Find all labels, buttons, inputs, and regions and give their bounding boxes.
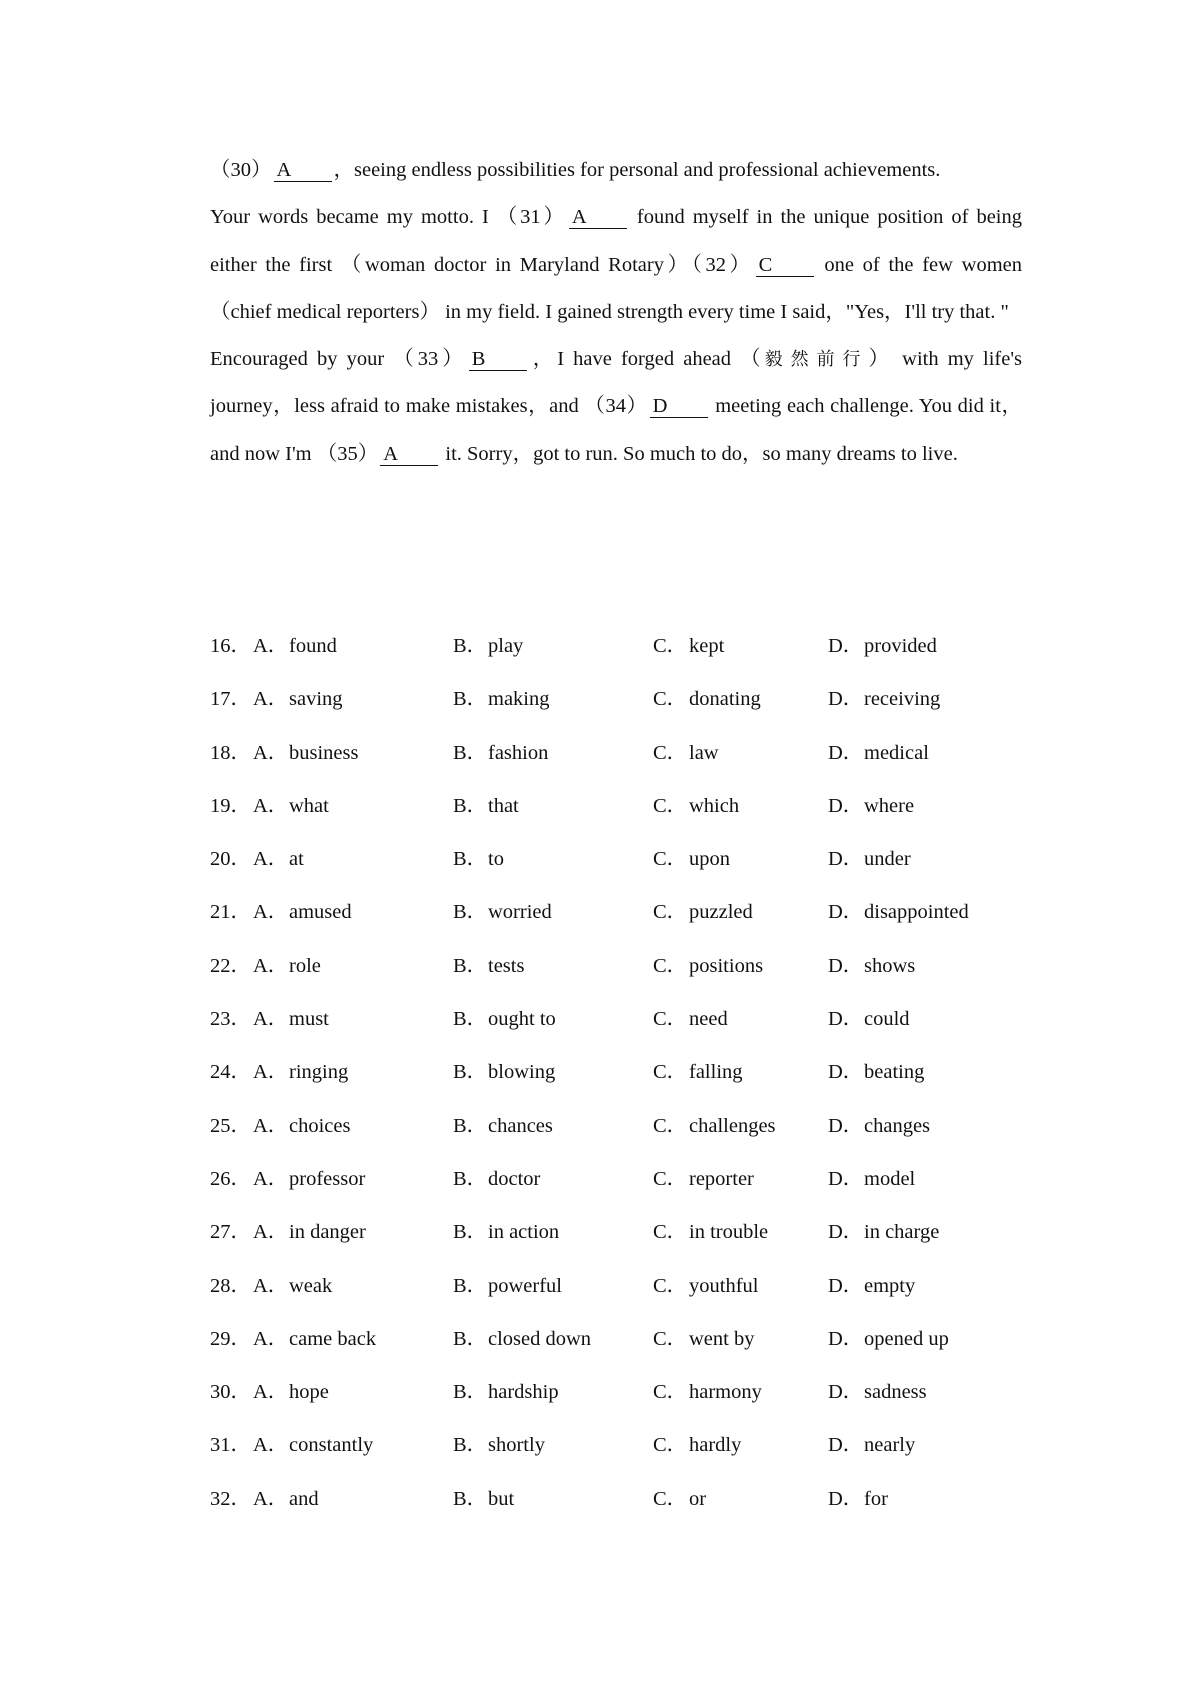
option-b: to xyxy=(488,848,504,871)
option-letter-c: C． xyxy=(653,1114,688,1137)
option-letter-c: C． xyxy=(653,901,688,924)
option-letter-d: D． xyxy=(828,1487,864,1510)
option-b: worried xyxy=(488,901,552,924)
option-a: saving xyxy=(289,688,343,711)
option-row xyxy=(210,993,1010,1046)
option-letter-b: B． xyxy=(453,1327,488,1350)
option-row xyxy=(210,1153,1010,1206)
option-letter-b: B． xyxy=(453,1274,488,1297)
option-letter-d: D． xyxy=(828,1008,864,1031)
option-d: empty xyxy=(864,1274,916,1297)
option-row xyxy=(210,1419,1010,1472)
option-letter-c: C． xyxy=(653,954,688,977)
option-b: tests xyxy=(488,954,525,977)
option-letter-b: B． xyxy=(453,1061,488,1084)
option-row xyxy=(210,1206,1010,1259)
option-row xyxy=(210,673,1010,726)
option-letter-d: D． xyxy=(828,1274,864,1297)
option-letter-c: C． xyxy=(653,1221,688,1244)
option-letter-d: D． xyxy=(828,635,864,657)
option-letter-b: B． xyxy=(453,1221,488,1244)
option-letter-a: A． xyxy=(253,901,289,924)
option-row xyxy=(210,886,1010,939)
question-number: 31． xyxy=(210,1434,251,1457)
question-number: 30． xyxy=(210,1381,251,1404)
option-letter-a: A． xyxy=(253,1381,289,1404)
option-a: hope xyxy=(289,1381,329,1404)
option-c: hardly xyxy=(689,1434,742,1457)
option-c: or xyxy=(689,1487,707,1510)
option-letter-b: B． xyxy=(453,901,488,924)
option-b: shortly xyxy=(488,1434,545,1457)
option-letter-b: B． xyxy=(453,741,488,764)
option-b: making xyxy=(488,688,550,711)
answer-blank-34: D xyxy=(650,395,708,418)
option-a: business xyxy=(289,741,359,764)
option-d: nearly xyxy=(864,1434,916,1457)
question-number: 24． xyxy=(210,1061,251,1084)
answer-blank-33: B xyxy=(469,348,527,371)
option-row xyxy=(210,1260,1010,1313)
option-letter-b: B． xyxy=(453,848,488,871)
option-a: found xyxy=(289,635,337,657)
option-letter-b: B． xyxy=(453,1434,488,1457)
option-d: where xyxy=(864,794,915,817)
question-number: 17． xyxy=(210,688,251,711)
question-number: 28． xyxy=(210,1274,251,1297)
option-letter-a: A． xyxy=(253,1167,289,1190)
option-c: harmony xyxy=(689,1381,762,1404)
option-a: role xyxy=(289,954,321,977)
option-c: kept xyxy=(689,635,725,657)
option-c: reporter xyxy=(689,1167,754,1190)
option-letter-a: A． xyxy=(253,1061,289,1084)
option-d: changes xyxy=(864,1114,931,1137)
option-a: professor xyxy=(289,1167,366,1190)
option-letter-c: C． xyxy=(653,1434,688,1457)
option-letter-a: A． xyxy=(253,1274,289,1297)
option-letter-d: D． xyxy=(828,1327,864,1350)
option-b: but xyxy=(488,1487,515,1510)
option-row xyxy=(210,780,1010,833)
passage-text: one of the few women （chief medical reporters） in my field. I gained strength every time I said，"Yes，I'll try that. " xyxy=(210,253,1022,323)
passage-text: ，seeing endless possibilities for personal and professional achievements. xyxy=(333,159,941,181)
question-number: 16． xyxy=(210,635,251,657)
option-row xyxy=(210,1473,1010,1526)
answer-options xyxy=(210,620,1010,1526)
option-b: play xyxy=(488,635,524,657)
option-letter-a: A． xyxy=(253,1008,289,1031)
question-number: 21． xyxy=(210,901,251,924)
option-letter-d: D． xyxy=(828,688,864,711)
option-letter-c: C． xyxy=(653,741,688,764)
chinese-gloss: 毅然前行 xyxy=(764,349,869,371)
option-row xyxy=(210,833,1010,886)
option-letter-d: D． xyxy=(828,901,864,924)
option-letter-d: D． xyxy=(828,741,864,764)
passage-paragraph-3 xyxy=(210,336,1022,478)
option-letter-d: D． xyxy=(828,794,864,817)
option-b: blowing xyxy=(488,1061,556,1084)
option-c: puzzled xyxy=(689,901,753,924)
option-letter-d: D． xyxy=(828,954,864,977)
question-number: 19． xyxy=(210,794,251,817)
question-number: 27． xyxy=(210,1221,251,1244)
option-row xyxy=(210,1366,1010,1419)
option-letter-c: C． xyxy=(653,848,688,871)
option-c: youthful xyxy=(689,1274,759,1297)
question-number: 29． xyxy=(210,1327,251,1350)
option-b: closed down xyxy=(488,1327,592,1350)
option-letter-c: C． xyxy=(653,794,688,817)
option-letter-b: B． xyxy=(453,954,488,977)
passage-text: meeting each challenge. You did it，and now I'm （35） xyxy=(210,395,1022,465)
option-b: hardship xyxy=(488,1381,559,1404)
option-letter-c: C． xyxy=(653,1381,688,1404)
option-c: went by xyxy=(689,1327,755,1350)
option-letter-a: A． xyxy=(253,1327,289,1350)
option-letter-a: A． xyxy=(253,954,289,977)
question-number: 23． xyxy=(210,1008,251,1031)
option-c: upon xyxy=(689,848,730,871)
answer-blank-35: A xyxy=(380,443,438,466)
option-letter-d: D． xyxy=(828,1061,864,1084)
option-a: and xyxy=(289,1487,319,1510)
option-letter-b: B． xyxy=(453,688,488,711)
answer-blank-32: C xyxy=(756,254,814,277)
option-row xyxy=(210,727,1010,780)
passage-text: （30） xyxy=(210,159,272,181)
option-d: disappointed xyxy=(864,901,969,924)
option-letter-d: D． xyxy=(828,848,864,871)
passage-paragraph-2 xyxy=(210,194,1022,336)
option-letter-a: A． xyxy=(253,688,289,711)
option-a: amused xyxy=(289,901,352,924)
passage-paragraph-1 xyxy=(210,147,1022,194)
option-c: falling xyxy=(689,1061,743,1084)
option-letter-a: A． xyxy=(253,1114,289,1137)
option-a: in danger xyxy=(289,1221,366,1244)
passage-text: ，I have forged ahead （ xyxy=(528,348,765,371)
question-number: 32． xyxy=(210,1487,251,1510)
option-c: donating xyxy=(689,688,761,711)
option-a: weak xyxy=(289,1274,333,1297)
question-number: 26． xyxy=(210,1167,251,1190)
option-a: ringing xyxy=(289,1061,349,1084)
option-d: in charge xyxy=(864,1221,940,1244)
option-letter-c: C． xyxy=(653,1061,688,1084)
option-b: in action xyxy=(488,1221,560,1244)
option-d: could xyxy=(864,1008,910,1031)
option-letter-a: A． xyxy=(253,1221,289,1244)
option-letter-c: C． xyxy=(653,635,688,657)
question-number: 18． xyxy=(210,741,251,764)
option-b: doctor xyxy=(488,1167,541,1190)
option-letter-b: B． xyxy=(453,1381,488,1404)
passage-text: Your words became my motto. I （31） xyxy=(210,206,567,229)
option-a: must xyxy=(289,1008,329,1031)
option-row xyxy=(210,940,1010,993)
option-a: came back xyxy=(289,1327,377,1350)
option-d: shows xyxy=(864,954,916,977)
option-letter-d: D． xyxy=(828,1381,864,1404)
option-letter-c: C． xyxy=(653,1487,688,1510)
option-letter-a: A． xyxy=(253,848,289,871)
option-row xyxy=(210,1313,1010,1366)
option-b: powerful xyxy=(488,1274,563,1297)
option-d: for xyxy=(864,1487,888,1510)
passage-text: found myself in the unique position of being either the first （woman doctor in Maryland Rotary）（32） xyxy=(210,206,1023,276)
option-row xyxy=(210,1100,1010,1153)
option-letter-c: C． xyxy=(653,1167,688,1190)
option-letter-b: B． xyxy=(453,794,488,817)
option-c: challenges xyxy=(689,1114,776,1137)
option-row xyxy=(210,620,1010,673)
option-b: that xyxy=(488,794,519,817)
option-c: law xyxy=(689,741,719,764)
option-d: medical xyxy=(864,741,929,764)
option-c: which xyxy=(689,794,740,817)
option-c: in trouble xyxy=(689,1221,769,1244)
answer-blank-31: A xyxy=(569,206,627,229)
option-letter-c: C． xyxy=(653,1274,688,1297)
option-c: need xyxy=(689,1008,728,1031)
option-c: positions xyxy=(689,954,764,977)
option-row xyxy=(210,1046,1010,1099)
option-letter-b: B． xyxy=(453,1487,488,1510)
option-letter-a: A． xyxy=(253,741,289,764)
passage-text: it. Sorry，got to run. So much to do，so many dreams to live. xyxy=(440,442,958,465)
option-d: receiving xyxy=(864,688,941,711)
answer-blank-30: A xyxy=(274,159,332,182)
option-b: chances xyxy=(488,1114,553,1137)
option-letter-b: B． xyxy=(453,1008,488,1031)
option-letter-c: C． xyxy=(653,688,688,711)
question-number: 20． xyxy=(210,848,251,871)
option-d: model xyxy=(864,1167,916,1190)
option-letter-a: A． xyxy=(253,1434,289,1457)
option-letter-c: C． xyxy=(653,1008,688,1031)
option-a: choices xyxy=(289,1114,351,1137)
option-d: beating xyxy=(864,1061,925,1084)
option-letter-a: A． xyxy=(253,794,289,817)
option-b: fashion xyxy=(488,741,549,764)
passage-text: Encouraged by your （33） xyxy=(210,348,467,371)
option-letter-d: D． xyxy=(828,1434,864,1457)
option-d: sadness xyxy=(864,1381,927,1404)
option-letter-d: D． xyxy=(828,1167,864,1190)
question-number: 25． xyxy=(210,1114,251,1137)
option-letter-d: D． xyxy=(828,1221,864,1244)
option-a: what xyxy=(289,794,329,817)
option-a: constantly xyxy=(289,1434,374,1457)
option-letter-c: C． xyxy=(653,1327,688,1350)
option-a: at xyxy=(289,848,304,871)
option-d: provided xyxy=(864,635,937,657)
passage-text: ） with my life's journey，less afraid to make mistakes，and （34） xyxy=(210,348,1022,418)
option-b: ought to xyxy=(488,1008,556,1031)
option-d: under xyxy=(864,848,911,871)
option-letter-a: A． xyxy=(253,635,289,657)
option-letter-d: D． xyxy=(828,1114,864,1137)
question-number: 22． xyxy=(210,954,251,977)
option-letter-b: B． xyxy=(453,1114,488,1137)
option-letter-a: A． xyxy=(253,1487,289,1510)
option-letter-b: B． xyxy=(453,635,488,657)
option-letter-b: B． xyxy=(453,1167,488,1190)
option-d: opened up xyxy=(864,1327,949,1350)
passage xyxy=(210,147,1022,478)
